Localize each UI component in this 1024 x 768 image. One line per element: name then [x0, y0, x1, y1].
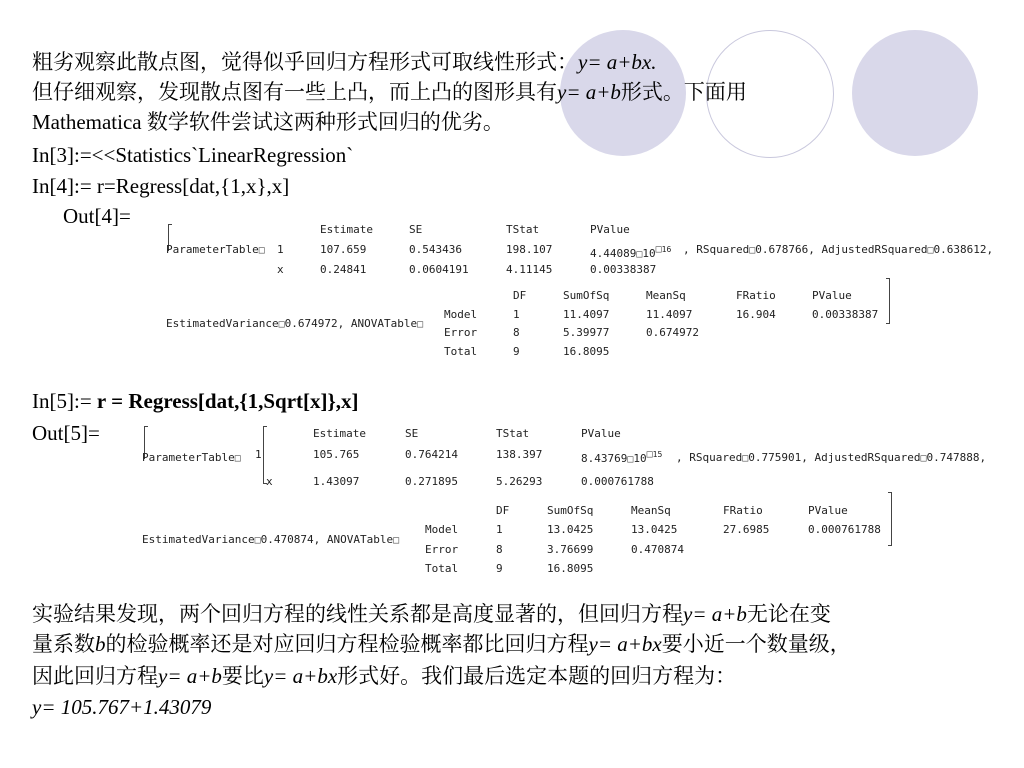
- intro-text-2b: 形式。下面用: [620, 80, 747, 104]
- anova-cell: 0.00338387: [812, 308, 879, 321]
- table-cell: 1.43097: [313, 475, 360, 488]
- conclusion-line-2: 量系数b的检验概率还是对应回归方程检验概率都比回归方程y= a+bx要小近一个数量级，: [32, 632, 851, 656]
- intro-line-1: [32, 48, 656, 76]
- anova-cell: 27.6985: [723, 523, 770, 536]
- table-header: TStat: [496, 427, 530, 440]
- table-cell: 0.764214: [405, 448, 458, 461]
- anova-cell: 11.4097: [563, 308, 610, 321]
- input-4: In[4]:= r=Regress[dat,{1,x},x]: [32, 174, 290, 198]
- table-cell: 1: [255, 448, 262, 461]
- anova-header: FRatio: [723, 504, 763, 517]
- anova-cell: Model: [444, 308, 478, 321]
- anova-header: MeanSq: [631, 504, 671, 517]
- anova-header: DF: [496, 504, 510, 517]
- table-cell: 107.659: [320, 243, 367, 256]
- intro-line-2: [32, 78, 747, 106]
- table-header: PValue: [581, 427, 621, 440]
- table-header: SE: [405, 427, 419, 440]
- conclusion-line-1: 实验结果发现，两个回归方程的线性关系都是高度显著的，但回归方程y= a+b无论在变: [32, 602, 831, 626]
- anova-header: MeanSq: [646, 289, 686, 302]
- table-cell: $4.44089□10^{□16}$: [590, 244, 672, 260]
- anova-header: FRatio: [736, 289, 776, 302]
- parameter-table-label: ParameterTable□: [142, 451, 241, 464]
- parameter-table-label: ParameterTable□: [166, 243, 265, 256]
- anova-header: PValue: [808, 504, 848, 517]
- anova-cell: 8: [513, 326, 520, 339]
- estimated-variance-text: EstimatedVariance□0.674972, ANOVATable□: [166, 317, 424, 330]
- table-cell: 105.765: [313, 448, 360, 461]
- anova-cell: 9: [496, 562, 503, 575]
- anova-cell: 16.8095: [547, 562, 594, 575]
- input-5: [32, 387, 359, 415]
- anova-cell: 9: [513, 345, 520, 358]
- decor-circle-3: [852, 30, 978, 156]
- linear-equation: y= a+bx.: [578, 50, 657, 74]
- intro-line-3: Mathematica 数学软件尝试这两种形式回归的优劣。: [32, 110, 504, 134]
- anova-cell: 5.39977: [563, 326, 610, 339]
- table-header: SE: [409, 223, 423, 236]
- anova-cell: 16.8095: [563, 345, 610, 358]
- table-cell: 0.271895: [405, 475, 458, 488]
- table-cell: x: [266, 475, 273, 488]
- anova-cell: 1: [496, 523, 503, 536]
- table-cell: 4.11145: [506, 263, 553, 276]
- table-cell: 0.0604191: [409, 263, 469, 276]
- table-header: PValue: [590, 223, 630, 236]
- anova-cell: Model: [425, 523, 459, 536]
- anova-cell: 16.904: [736, 308, 776, 321]
- table-cell: 138.397: [496, 448, 543, 461]
- anova-cell: 0.000761788: [808, 523, 881, 536]
- anova-bracket: [888, 492, 892, 546]
- anova-cell: 11.4097: [646, 308, 693, 321]
- table-cell: 0.00338387: [590, 263, 657, 276]
- output-4-label: Out[4]=: [63, 204, 131, 228]
- table-header: TStat: [506, 223, 540, 236]
- anova-bracket: [886, 278, 890, 324]
- anova-header: SumOfSq: [547, 504, 594, 517]
- table-header: Estimate: [313, 427, 366, 440]
- anova-cell: Total: [425, 562, 459, 575]
- table-cell: 0.543436: [409, 243, 462, 256]
- estimated-variance-text: EstimatedVariance□0.470874, ANOVATable□: [142, 533, 400, 546]
- anova-cell: Error: [444, 326, 478, 339]
- table-cell: 5.26293: [496, 475, 543, 488]
- table-cell: 198.107: [506, 243, 553, 256]
- rsquared-text: , RSquared□0.775901, AdjustedRSquared□0.747888,: [676, 451, 987, 464]
- table-header: Estimate: [320, 223, 373, 236]
- anova-cell: Error: [425, 543, 459, 556]
- intro-text-2: 但仔细观察，发现散点图有一些上凸，而上凸的图形具有: [32, 80, 557, 104]
- anova-header: PValue: [812, 289, 852, 302]
- rsquared-text: , RSquared□0.678766, AdjustedRSquared□0.638612,: [683, 243, 994, 256]
- input-5-prefix: In[5]:=: [32, 389, 97, 413]
- table-cell: 0.000761788: [581, 475, 654, 488]
- final-equation: y= 105.767+1.43079: [32, 695, 212, 719]
- anova-header: DF: [513, 289, 527, 302]
- table-cell: 0.24841: [320, 263, 367, 276]
- anova-cell: 3.76699: [547, 543, 594, 556]
- output-5-label: Out[5]=: [32, 421, 100, 445]
- intro-text-1: 粗劣观察此散点图，觉得似乎回归方程形式可取线性形式：: [32, 50, 578, 74]
- anova-cell: 13.0425: [631, 523, 678, 536]
- table-cell: x: [277, 263, 284, 276]
- anova-cell: 13.0425: [547, 523, 594, 536]
- anova-cell: 1: [513, 308, 520, 321]
- input-3: In[3]:=<<Statistics`LinearRegression`: [32, 143, 354, 167]
- anova-cell: 8: [496, 543, 503, 556]
- conclusion-line-3: 因此回归方程y= a+b要比y= a+bx形式好。我们最后选定本题的回归方程为：: [32, 664, 737, 688]
- sqrt-equation: y= a+b: [557, 80, 621, 104]
- input-5-code: r = Regress[dat,{1,Sqrt[x]},x]: [96, 389, 359, 413]
- table-cell: $8.43769□10^{□15}$: [581, 449, 663, 465]
- table-cell: 1: [277, 243, 284, 256]
- anova-header: SumOfSq: [563, 289, 610, 302]
- anova-cell: 0.470874: [631, 543, 684, 556]
- anova-cell: Total: [444, 345, 478, 358]
- anova-cell: 0.674972: [646, 326, 699, 339]
